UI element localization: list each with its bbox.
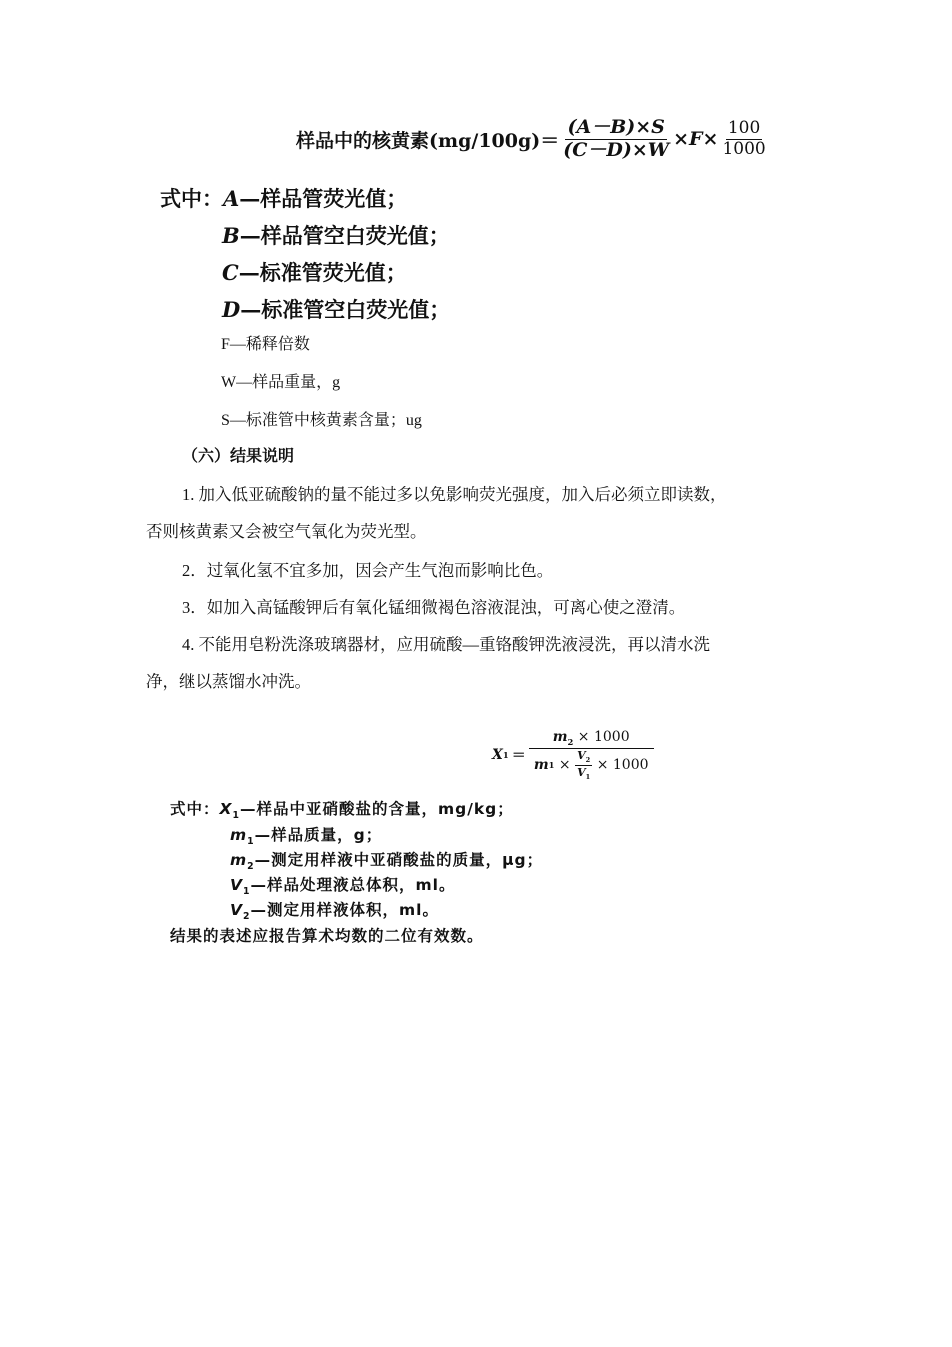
legend2-prefix: 式中：: [170, 800, 220, 818]
legend2-var: V: [230, 901, 243, 919]
legend1-line-c: [222, 257, 407, 287]
legend1-line-s: S—标准管中核黄素含量；ug: [221, 412, 422, 429]
legend2-line-5: [230, 898, 439, 922]
paragraph-4-line-1: 4. 不能用皂粉洗涤玻璃器材，应用硫酸—重铬酸钾洗液浸洗，再以清水洗: [182, 635, 710, 654]
formula2-equals: ＝: [511, 748, 526, 765]
legend2-line-1: [170, 797, 514, 821]
formula2-num-var: m: [552, 729, 568, 745]
legend1-desc: —样品管荧光值；: [239, 186, 408, 211]
legend2-line-3: [230, 848, 543, 872]
formula1-lhs: 样品中的核黄素(mg/100g)＝: [296, 129, 560, 152]
legend2-desc: —测定用样液体积，ml。: [250, 901, 439, 919]
legend2-sub: 2: [247, 861, 255, 873]
legend1-desc: —标准管荧光值；: [238, 260, 407, 285]
formula2-lhs-sub: 1: [502, 750, 509, 761]
section-title: （六）结果说明: [182, 446, 295, 465]
formula2-denominator: [532, 749, 651, 781]
paragraph-1-line-2: 否则核黄素又会被空气氧化为荧光型。: [146, 522, 427, 541]
nitrite-formula: [492, 730, 654, 781]
formula2-inner-den-sub: 1: [585, 772, 591, 781]
formula2-inner-num-var: V: [577, 748, 586, 762]
formula1-scale-numerator: 100: [727, 118, 761, 139]
formula2-num-rest: × 1000: [573, 729, 630, 745]
legend2-sub: 1: [247, 836, 255, 848]
legend2-sub: 1: [243, 886, 251, 898]
legend2-sub: 2: [243, 911, 251, 923]
legend2-var: X: [219, 800, 233, 818]
legend2-line-4: [230, 873, 455, 897]
legend1-desc: —标准管空白荧光值；: [240, 297, 451, 322]
formula2-inner-fraction: [575, 750, 592, 781]
paragraph-1-line-1: 1. 加入低亚硫酸钠的量不能过多以免影响荧光强度，加入后必须立即读数，: [182, 485, 727, 504]
legend1-var: C: [222, 260, 239, 285]
legend1-line-w: W—样品重量，g: [221, 374, 341, 391]
legend1-line-f: F—稀释倍数: [221, 336, 310, 353]
legend1-var: A: [223, 186, 240, 211]
legend2-line-2: [230, 823, 382, 847]
formula2-den-var: m: [533, 756, 549, 773]
legend2-desc: —测定用样液中亚硝酸盐的质量，μg；: [254, 851, 544, 869]
formula2-inner-numerator: [575, 750, 592, 766]
legend1-var: B: [222, 223, 240, 248]
legend2-note: 结果的表述应报告算术均数的二位有效数。: [170, 927, 484, 945]
paragraph-3: 3．如加入高锰酸钾后有氧化锰细微褐色溶液混浊，可离心使之澄清。: [182, 598, 686, 617]
legend1-prefix: 式中：: [160, 186, 223, 211]
legend1-line-d: [222, 294, 450, 324]
formula2-fraction: [529, 730, 654, 781]
legend2-var: V: [230, 876, 243, 894]
formula2-inner-denominator: [575, 766, 592, 781]
legend1-var: D: [222, 297, 241, 322]
formula2-den-sub: 1: [548, 759, 555, 770]
riboflavin-formula: [296, 118, 770, 161]
formula2-inner-den-var: V: [577, 765, 586, 779]
formula1-main-fraction: [561, 118, 671, 161]
formula2-den-rest: × 1000: [592, 756, 649, 773]
legend2-desc: —样品处理液总体积，ml。: [250, 876, 456, 894]
formula2-num-sub: 2: [567, 736, 574, 747]
legend1-line-a: [160, 183, 407, 213]
legend1-line-b: [222, 220, 450, 250]
formula1-denominator: (C－D)×W: [563, 138, 670, 161]
legend2-sub: 1: [232, 810, 240, 822]
legend2-var: m: [230, 851, 248, 869]
formula1-scale-denominator: 1000: [722, 138, 766, 159]
legend2-var: m: [230, 826, 248, 844]
formula2-inner-num-sub: 2: [585, 755, 591, 764]
legend1-desc: —样品管空白荧光值；: [239, 223, 450, 248]
formula1-multiplier: ×F×: [673, 128, 719, 151]
formula2-den-times: ×: [554, 756, 576, 773]
paragraph-2: 2．过氧化氢不宜多加，因会产生气泡而影响比色。: [182, 561, 554, 580]
formula1-numerator: (A－B)×S: [567, 116, 665, 138]
legend2-desc: —样品中亚硝酸盐的含量，mg/kg；: [239, 800, 514, 818]
formula2-lhs-var: X: [492, 747, 503, 764]
formula1-scale-fraction: [720, 120, 767, 159]
legend2-desc: —样品质量，g；: [254, 826, 383, 844]
paragraph-4-line-2: 净，继以蒸馏水冲洗。: [146, 672, 311, 691]
formula2-numerator: [529, 730, 654, 749]
